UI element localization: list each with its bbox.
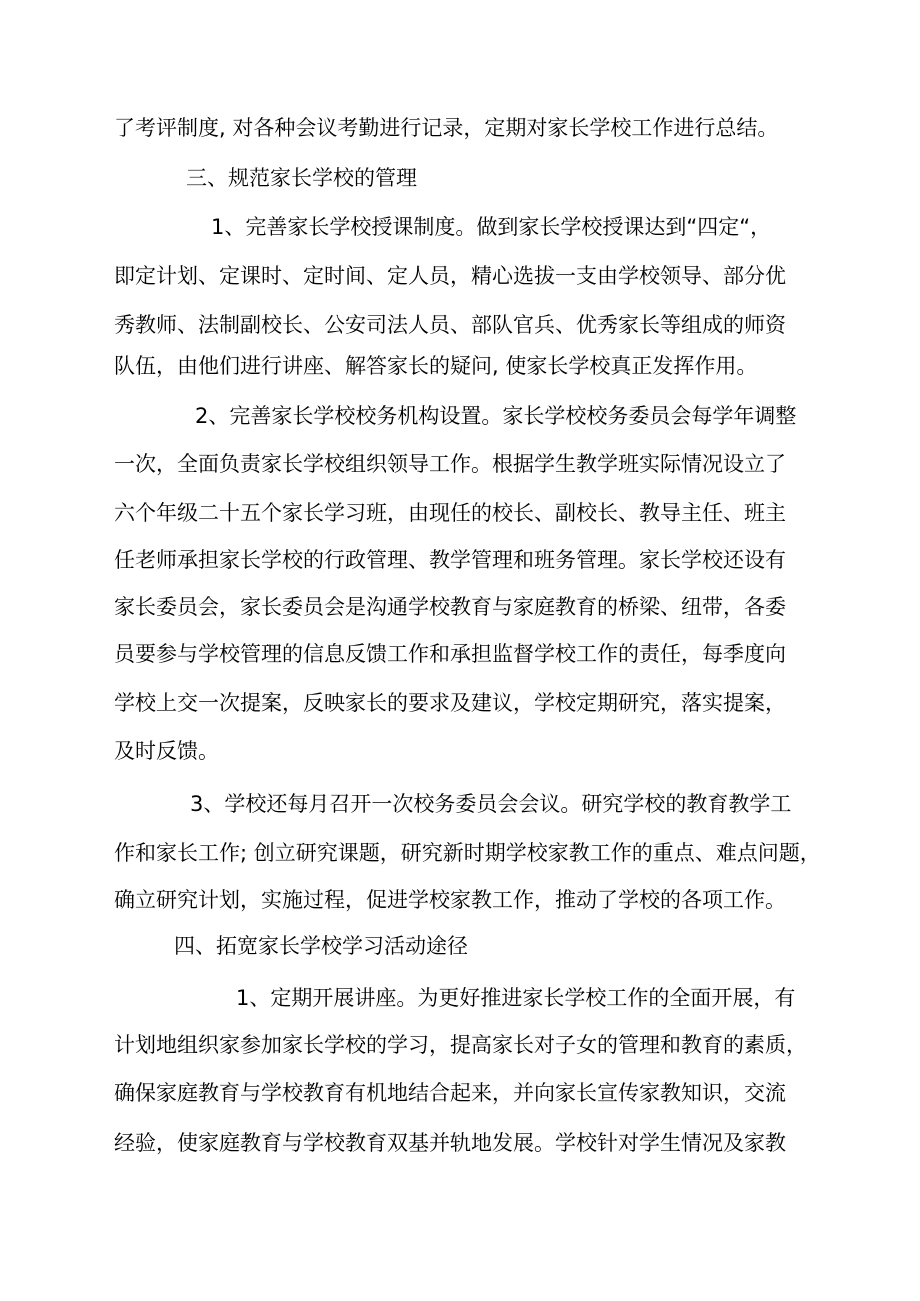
text-line: 家长委员会，家长委员会是沟通学校教育与家庭教育的桥梁、纽带，各委 <box>114 595 786 619</box>
text-line: 经验，使家庭教育与学校教育双基并轨地发展。学校针对学生情况及家教 <box>114 1131 786 1155</box>
text-line: 确保家庭教育与学校教育有机地结合起来，并向家长宣传家教知识，交流 <box>114 1081 786 1105</box>
text-line: 学校上交一次提案，反映家长的要求及建议，学校定期研究，落实提案， <box>114 691 786 715</box>
text-line: 六个年级二十五个家长学习班，由现任的校长、副校长、教导主任、班主 <box>114 501 786 525</box>
text-line: 1、完善家长学校授课制度。做到家长学校授课达到“四定“， <box>211 215 772 239</box>
text-line: 及时反馈。 <box>114 739 219 763</box>
text-line: 作和家长工作; 创立研究课题，研究新时期学校家教工作的重点、难点问题， <box>114 841 821 865</box>
text-line: 任老师承担家长学校的行政管理、教学管理和班务管理。家长学校还设有 <box>114 548 786 572</box>
text-line: 确立研究计划，实施过程，促进学校家教工作，推动了学校的各项工作。 <box>114 888 786 912</box>
text-line: 队伍，由他们进行讲座、解答家长的疑问, 使家长学校真正发挥作用。 <box>114 354 758 378</box>
text-line: 即定计划、定课时、定时间、定人员，精心选拔一支由学校领导、部分优 <box>114 264 786 288</box>
section-heading: 四、拓宽家长学校学习活动途径 <box>174 934 468 958</box>
text-line: 员要参与学校管理的信息反馈工作和承担监督学校工作的责任，每季度向 <box>114 642 786 666</box>
text-line: 1、定期开展讲座。为更好推进家长学校工作的全面开展，有 <box>236 986 796 1010</box>
text-line: 了考评制度, 对各种会议考勤进行记录，定期对家长学校工作进行总结。 <box>114 116 779 140</box>
text-line: 秀教师、法制副校长、公安司法人员、部队官兵、优秀家长等组成的师资 <box>114 313 786 337</box>
section-heading: 三、规范家长学校的管理 <box>186 166 417 190</box>
text-line: 计划地组织家参加家长学校的学习，提高家长对子女的管理和教育的素质， <box>114 1033 807 1057</box>
text-line: 2、完善家长学校校务机构设置。家长学校校务委员会每学年调整 <box>195 404 797 428</box>
text-line: 一次，全面负责家长学校组织领导工作。根据学生教学班实际情况设立了 <box>114 452 786 476</box>
text-line: 3、学校还每月召开一次校务委员会会议。研究学校的教育教学工 <box>190 792 792 816</box>
